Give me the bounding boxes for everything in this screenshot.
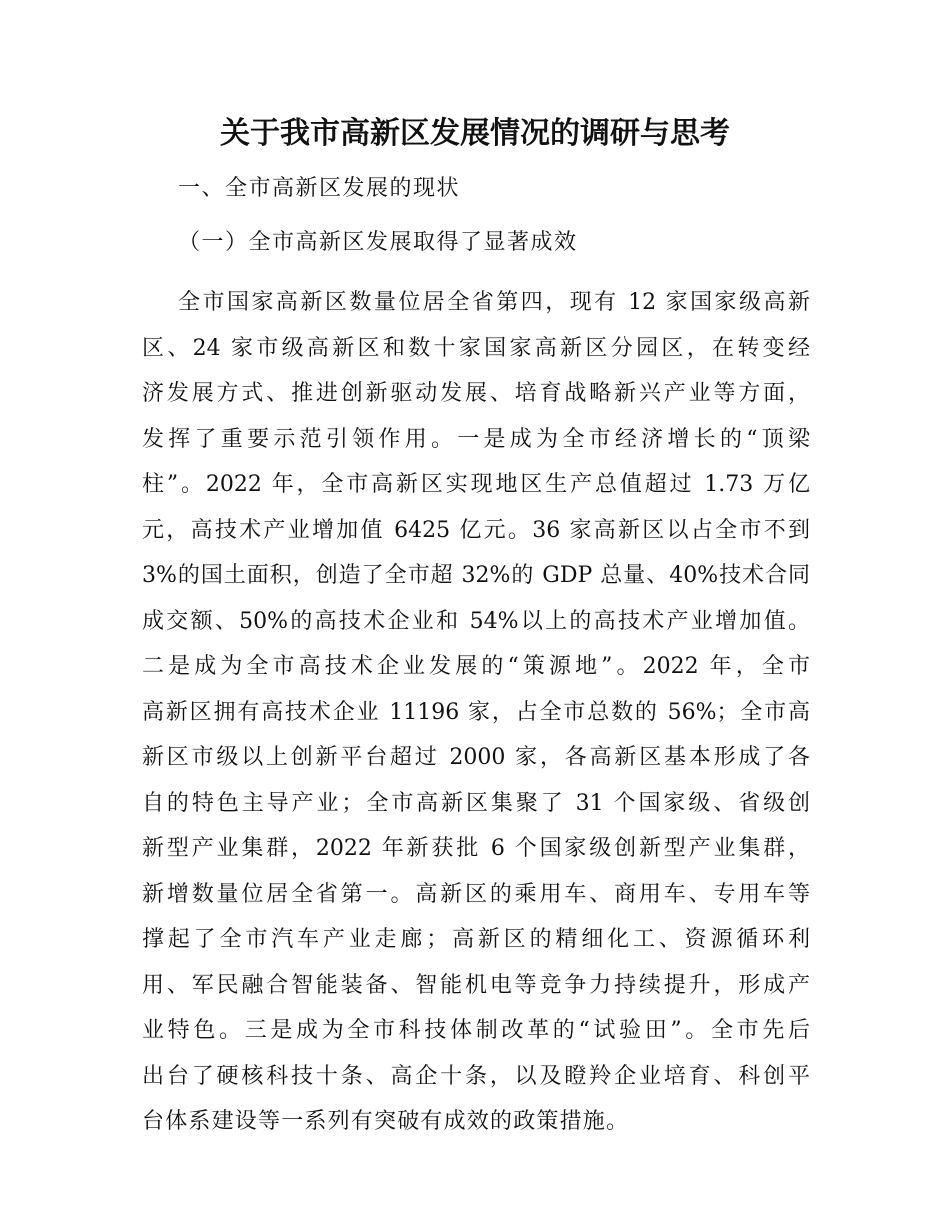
paragraph-line-4: 发挥了重要示范引领作用。一是成为全市经济增长的“顶梁 [142,426,810,452]
paragraph-line-3: 济发展方式、推进创新驱动发展、培育战略新兴产业等方面， [142,381,810,406]
paragraph-line-7: 3%的国土面积，创造了全市超 32%的 GDP 总量、40%技术合同 [142,563,810,588]
paragraph-line-10: 高新区拥有高技术企业 11196 家，占全市总数的 56%；全市高 [142,699,810,725]
paragraph-line-16: 用、军民融合智能装备、智能机电等竞争力持续提升，形成产 [142,972,810,998]
paragraph-line-2: 区、24 家市级高新区和数十家国家高新区分园区，在转变经 [142,335,810,361]
paragraph-line-15: 撑起了全市汽车产业走廊；高新区的精细化工、资源循环利 [142,927,810,952]
subsection-heading: （一）全市高新区发展取得了显著成效 [178,230,578,255]
paragraph-line-17: 业特色。三是成为全市科技体制改革的“试验田”。全市先后 [142,1018,810,1043]
section-heading: 一、全市高新区发展的现状 [178,176,461,201]
body-paragraph [142,280,810,1145]
paragraph-line-13: 新型产业集群，2022 年新获批 6 个国家级创新型产业集群， [142,836,810,861]
paragraph-line-5: 柱”。2022 年，全市高新区实现地区生产总值超过 1.73 万亿 [142,472,810,497]
paragraph-line-1: 全市国家高新区数量位居全省第四，现有 12 家国家级高新 [178,290,810,315]
paragraph-line-19: 台体系建设等一系列有突破有成效的政策措施。 [142,1109,630,1134]
paragraph-line-18: 出台了硬核科技十条、高企十条，以及瞪羚企业培育、科创平 [142,1063,810,1089]
paragraph-line-6: 元，高技术产业增加值 6425 亿元。36 家高新区以占全市不到 [142,517,810,543]
paragraph-line-12: 自的特色主导产业；全市高新区集聚了 31 个国家级、省级创 [142,790,810,816]
paragraph-line-11: 新区市级以上创新平台超过 2000 家，各高新区基本形成了各 [142,745,810,770]
paragraph-line-9: 二是成为全市高技术企业发展的“策源地”。2022 年，全市 [142,654,810,679]
paragraph-line-14: 新增数量位居全省第一。高新区的乘用车、商用车、专用车等 [142,881,810,907]
paragraph-line-8: 成交额、50%的高技术企业和 54%以上的高技术产业增加值。 [142,608,810,634]
document-title: 关于我市高新区发展情况的调研与思考 [220,116,730,151]
